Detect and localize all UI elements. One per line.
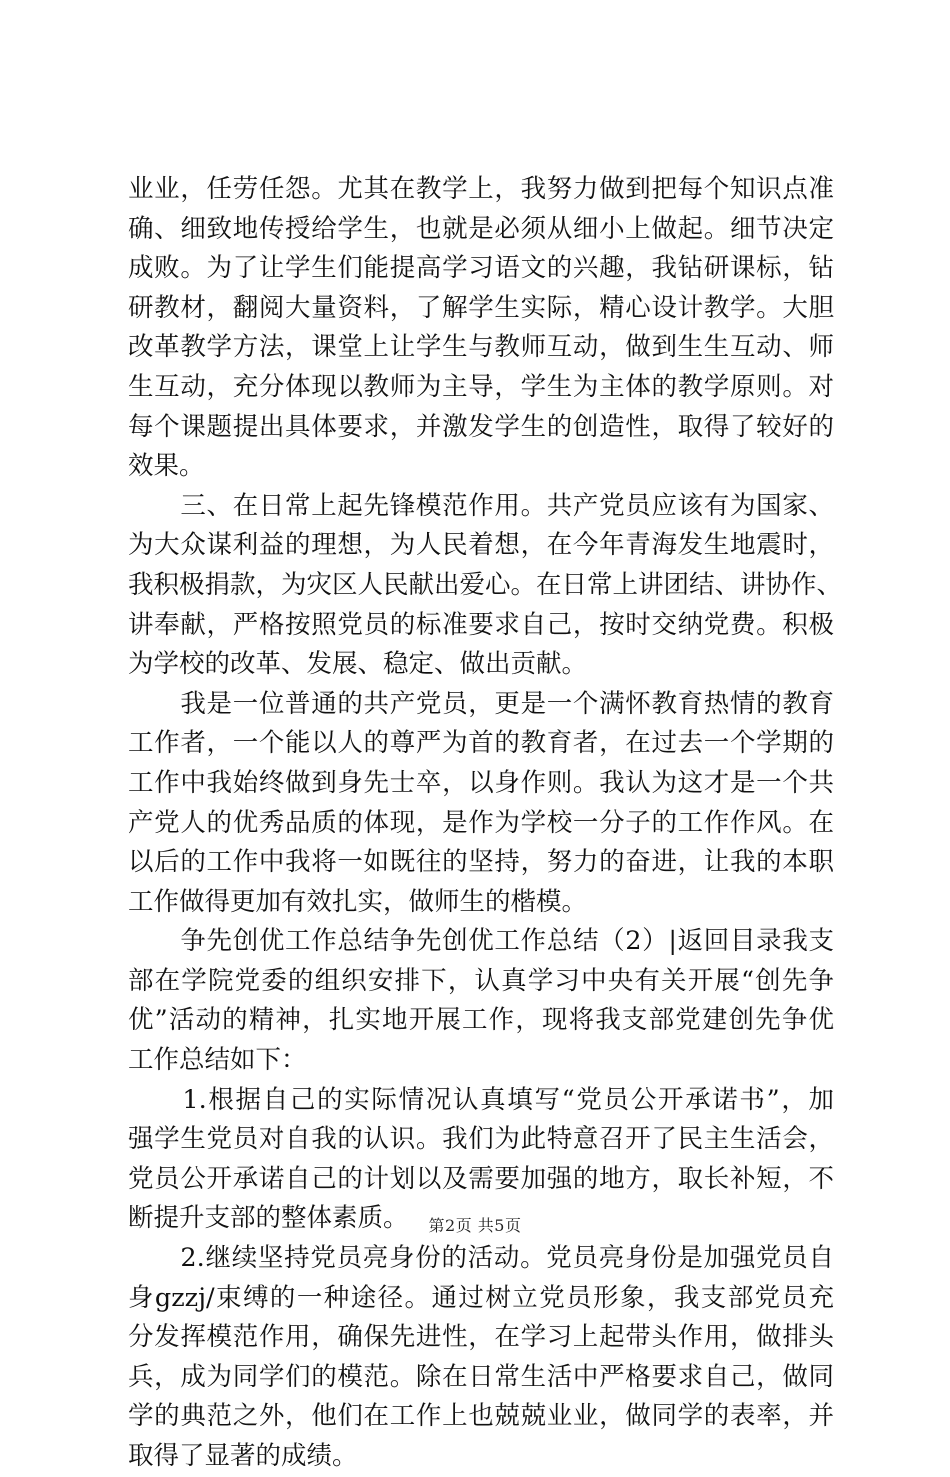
page-number-footer: 第2页 共5页 — [428, 1216, 522, 1235]
text-line: 生互动，充分体现以教师为主导，学生为主体的教学原则。对 — [128, 371, 834, 402]
text-line: 学的典范之外，他们在工作上也兢兢业业，做同学的表率，并 — [128, 1401, 834, 1432]
text-line: 取得了显著的成绩。 — [128, 1441, 358, 1471]
text-line: 成败。为了让学生们能提高学习语文的兴趣，我钻研课标，钻 — [128, 253, 834, 284]
text-line: 强学生党员对自我的认识。我们为此特意召开了民主生活会， — [128, 1124, 834, 1155]
text-line: 为大众谋利益的理想，为人民着想，在今年青海发生地震时， — [128, 530, 834, 561]
text-line: 兵，成为同学们的模范。除在日常生活中严格要求自己，做同 — [128, 1361, 834, 1392]
text-line: 断提升支部的整体素质。 — [128, 1203, 409, 1234]
text-line: 我积极捐款，为灾区人民献出爱心。在日常上讲团结、讲协作、 — [128, 569, 843, 600]
text-line: 每个课题提出具体要求，并激发学生的创造性，取得了较好的 — [128, 411, 834, 442]
text-line: 工作做得更加有效扎实，做师生的楷模。 — [128, 886, 588, 917]
body-text — [128, 170, 843, 1477]
text-line: 研教材，翻阅大量资料，了解学生实际，精心设计教学。大胆 — [128, 292, 834, 323]
text-line: 2.继续坚持党员亮身份的活动。党员亮身份是加强党员自 — [128, 1243, 834, 1274]
text-line: 工作者，一个能以人的尊严为首的教育者，在过去一个学期的 — [128, 728, 834, 759]
text-line: 产党人的优秀品质的体现，是作为学校一分子的工作作风。在 — [128, 807, 834, 838]
text-line: 部在学院党委的组织安排下，认真学习中央有关开展“创先争 — [128, 965, 834, 996]
text-line: 确、细致地传授给学生，也就是必须从细小上做起。细节决定 — [128, 213, 834, 244]
text-line: 效果。 — [128, 451, 205, 482]
text-line: 改革教学方法，课堂上让学生与教师互动，做到生生互动、师 — [128, 332, 834, 363]
text-line: 为学校的改革、发展、稳定、做出贡献。 — [128, 649, 588, 680]
text-line: 党员公开承诺自己的计划以及需要加强的地方，取长补短，不 — [128, 1163, 834, 1194]
text-line: 1.根据自己的实际情况认真填写“党员公开承诺书”，加 — [128, 1084, 834, 1115]
text-line: 优”活动的精神，扎实地开展工作，现将我支部党建创先争优 — [128, 1005, 834, 1036]
text-line: 争先创优工作总结争先创优工作总结（2）|返回目录我支 — [128, 926, 834, 957]
text-line: 工作中我始终做到身先士卒，以身作则。我认为这才是一个共 — [128, 767, 834, 798]
text-line: 我是一位普通的共产党员，更是一个满怀教育热情的教育 — [128, 688, 834, 719]
text-line: 讲奉献，严格按照党员的标准要求自己，按时交纳党费。积极 — [128, 609, 834, 640]
text-line: 身gzzj/束缚的一种途径。通过树立党员形象，我支部党员充 — [128, 1282, 834, 1313]
text-line: 业业，任劳任怨。尤其在教学上，我努力做到把每个知识点准 — [128, 174, 834, 204]
text-line: 三、在日常上起先锋模范作用。共产党员应该有为国家、 — [128, 490, 834, 521]
text-line: 分发挥模范作用，确保先进性，在学习上起带头作用，做排头 — [128, 1322, 834, 1353]
text-line: 工作总结如下： — [128, 1045, 307, 1076]
text-line: 以后的工作中我将一如既往的坚持，努力的奋进，让我的本职 — [128, 847, 834, 878]
